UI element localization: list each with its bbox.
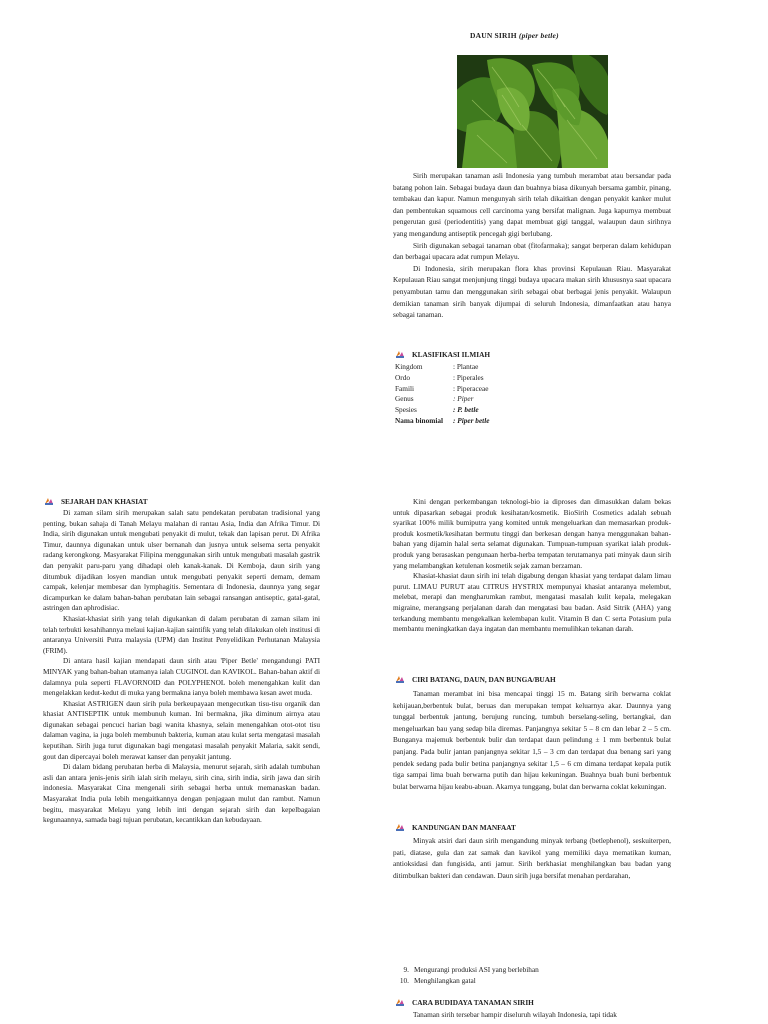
sejarah-title: SEJARAH DAN KHASIAT [61, 497, 148, 506]
sejarah-paragraph-2: Khasiat-khasiat sirih yang telah digukankan di dalam perubatan di zaman silam ini telah terbukti kesahihannya melaui kajian-kajian saintifik yang telah dilakukan oleh institusi di antaranya Universiti Putra malaysia (UPM) dan Institut Penyelidikan Perhutanan Malaysia (FRIM). [43, 613, 321, 655]
betel-leaf-illustration [457, 55, 608, 168]
bullet-icon [396, 351, 404, 358]
intro-section [393, 170, 671, 321]
kandungan-heading [396, 823, 516, 832]
budidaya-paragraph: Tanaman sirih tersebar hampir diseluruh wilayah Indonesia, tapi tidak [413, 1010, 617, 1019]
bullet-icon [396, 676, 404, 683]
klasifikasi-key: Kingdom [395, 362, 423, 371]
intro-paragraph-1: Sirih merupakan tanaman asli Indonesia yang tumbuh merambat atau bersandar pada batang pohon lain. Sebagai budaya daun dan buahnya biasa dikunyah bersama gambir, pinang, tembakau dan kapur. Namun mengunyah sirih telah dikaitkan dengan penyakit kanker mulut dan pembentukan squamous cell carcinoma yang bersifat malignan. Juga kapurnya membuat pengerutan gusi (periodentitis) yang dapat membuat gigi tanggal, walaupun daun sirihnya yang mengandung antiseptik pencegah gigi berlubang. [393, 171, 671, 238]
list-item [393, 975, 539, 986]
klasifikasi-row [395, 394, 489, 405]
klasifikasi-row [395, 405, 489, 416]
list-text: Menghilangkan gatal [414, 976, 476, 985]
kandungan-section [393, 835, 671, 881]
kandungan-paragraph: Minyak atsiri dari daun sirih mengandung minyak terbang (betlephenol), seskuiterpen, pati, diatase, gula dan zat samak dan kavikol yang memiliki daya mematikan kuman, antioksidasi dan fungisida, anti jamur. Sirih berkhasiat menghilangkan bau badan yang ditimbulkan bakteri dan cendawan. Daun sirih juga bersifat menahan perdarahan, [393, 836, 671, 880]
klasifikasi-key: Famili [395, 383, 415, 393]
page-title [470, 31, 559, 40]
kini-paragraph-2: Khasiat-khasiat daun sirih ini telah digabung dengan khasiat yang terdapat dalam limau purut. LIMAU PURUT atau CITRUS HYSTRIX mempunyai khasiat antaranya melembut, melebat, merapi dan mengharumkan rambut, mengatasi masalah kulit kepala, melegakan migraine, merangsang perjalanan darah dan mengatasi bau badan. Asid Sitrik (AHA) yang terkandung membantu mengekalkan kelembapan kulit. Vitamin B dan C serta Potasium pula membantu meningkatkan daya ingatan dan membantu memulihkan tekanan darah. [393, 571, 671, 634]
klasifikasi-value: : Piperales [453, 372, 484, 382]
klasifikasi-value: : Piper betle [453, 415, 490, 425]
budidaya-section [393, 1009, 671, 1021]
klasifikasi-row [395, 373, 489, 384]
sejarah-section [43, 508, 320, 826]
list-text: Mengurangi produksi ASI yang berlebihan [414, 965, 539, 974]
ciri-paragraph: Tanaman merambat ini bisa mencapai tinggi 15 m. Batang sirih berwarna coklat kehijauan,berbentuk bulat, beruas dan merupakan tempat keluarnya akar. Daunnya yang tunggal berbentuk jantung, berujung runcing, tumbuh berselang-seling, bertangkai, dan mengeluarkan bau yang sedap bila diremas. Panjangnya sekitar 5 – 8 cm dan lebar 2 – 5 cm. Bunganya majemuk berbentuk bulir dan terdapat daun pelindung ± 1 mm berbentuk bulat panjang. Pada bulir jantan panjangnya sekitar 1,5 – 3 cm dan terdapat dua benang sari yang pendek sedang pada bulir betina panjangnya sekitar 1,5 – 6 cm dimana terdapat kepala putik tiga sampai lima buah berwarna putih dan hijau kekuningan. Buahnya buah buni berbentuk bulat berwarna hijau keabu-abuan. Akarnya tunggang, bulat dan berwarna coklat kekuningan. [393, 689, 671, 791]
bullet-icon [396, 824, 404, 831]
klasifikasi-key: Spesies [395, 405, 417, 415]
klasifikasi-value: : Piper [453, 394, 474, 404]
kini-paragraph-1: Kini dengan perkembangan teknologi-bio ia diproses dan dimasukkan dalam bekas untuk dipasarkan sebagai produk kesihatan/kosmetik. BioSirih Cosmetics adalah sebuah syarikat 100% milik bumiputra yang komited untuk mengeluarkan dan memasarkan produk-produk kosmetik/kesihatan bermutu tinggi dan berkesan dengan hanya menggunakan bahan-bahan yang dijamin halal serta selamat digunakan. Tumpuan-tumpuan syarikat ialah produk-produk yang berasaskan pengunaan herba-herba tempatan terutamanya pati minyak daun sirih yang melambangkan ketulenan kosmetik sejak zaman berzaman. [393, 497, 671, 570]
klasifikasi-value: : Piperaceae [453, 383, 489, 393]
klasifikasi-row [395, 362, 489, 373]
klasifikasi-row [395, 384, 489, 395]
ciri-heading [396, 675, 556, 684]
budidaya-title: CARA BUDIDAYA TANAMAN SIRIH [412, 998, 534, 1007]
list-number: 9. [403, 965, 409, 974]
title-main: DAUN SIRIH [470, 31, 517, 40]
intro-paragraph-2: Sirih digunakan sebagai tanaman obat (fitofarmaka); sangat berperan dalam kehidupan dan berbagai upacara adat rumpun Melayu. [393, 240, 671, 262]
kandungan-title: KANDUNGAN DAN MANFAAT [412, 823, 516, 832]
sejarah-heading [45, 497, 148, 506]
ciri-section [393, 688, 671, 792]
bullet-icon [396, 999, 404, 1006]
title-latin: (piper betle) [518, 31, 559, 40]
sejarah-paragraph-4: Khasiat ASTRIGEN daun sirih pula berkeupayaan mengecutkan tisu-tisu organik dan khasiat ANTISEPTIK untuk membunuh kuman. Ini bermakna, jika diminum airnya atau digunakan sebagai pencuci harian bagi wanita khasnya, selain menengahkan otot-otot tisu dalaman vagina, ia juga boleh membunuh bakteria, kuman atau kulat serta mengatasi masalah keputihan. Sirih juga turut digunakan bagi mengatasi masalah penyakit Malaria, sakit sendi, gout dan dipercayai boleh merawat kanser dan penyakit jantung. [43, 698, 320, 761]
betel-leaf-photo [457, 55, 608, 168]
budidaya-heading [396, 998, 534, 1007]
sejarah-paragraph-3: Di antara hasil kajian mendapati daun sirih atau 'Piper Betle' mengandungi PATI MINYAK yang bahan-bahan utamanya ialah CUGINOL dan KAVIKOL. Bahan-bahan aktif di dalamnya pula seperti FLAVORNOID dan POLYPHENOL boleh menengahkan kulit dan mengelakkan kedut-kedut di muka yang bermakna ianya boleh membawa kesan awet muda. [43, 656, 320, 698]
sejarah-paragraph-5: Di dalam bidang perubatan herba di Malaysia, menurut sejarah, sirih adalah tumbuhan asli dan antara jenis-jenis sirih ialah sirih melayu, sirih cina, sirih india, sirih jawa dan sirih indonesia. Masyarakat Cina mengenali sirih sebagai herba untuk memanaskan badan. Masyarakat India pula lebih mengaitkannya dengan penjagaan mulut dan rambut. Namun begitu, masyarakat Melayu yang lebih inti dengan sejarah sirih dan kepelbagaian kegunaannya, samada bagi tujuan perubatan, kecantikkan dan kebudayaan. [43, 762, 320, 825]
klasifikasi-table [395, 362, 489, 427]
klasifikasi-key: Genus [395, 394, 414, 404]
klasifikasi-key: Ordo [395, 372, 410, 382]
klasifikasi-row [395, 416, 489, 427]
klasifikasi-title: KLASIFIKASI ILMIAH [412, 350, 491, 359]
list-item [393, 964, 539, 975]
klasifikasi-key: Nama binomial [395, 415, 444, 425]
klasifikasi-value: : P. betle [453, 405, 479, 415]
klasifikasi-heading [396, 350, 490, 359]
manfaat-list [393, 964, 539, 986]
klasifikasi-value: : Plantae [453, 362, 479, 371]
ciri-title: CIRI BATANG, DAUN, DAN BUNGA/BUAH [412, 675, 556, 684]
bullet-icon [45, 498, 53, 505]
sejarah-paragraph-1: Di zaman silam sirih merupakan salah satu pendekatan perubatan tradisional yang penting, bukan sahaja di Tanah Melayu malahan di rantau Asia, India dan Afrika Timur. Di India, sirih digunakan untuk mengubati penyakit di mulut, tekak dan lapisan perut. Di Afrika Timur, daunnya digunakan untuk ulser bernanah dan jusnya untuk selsema serta penyakit radang kerongkong. Masyarakat Filipina menggunakan sirih untuk mengubati masalah gastrik dan penyakit paru-paru yang dihadapi oleh kanak-kanak. Di Kemboja, daun sirih yang ditumbuk dijadikan losyen mandian untuk mengubati penyakit seperti demam, demam campak, kelenjar membesar dan lymphagitis. Sementara di Indonesia, daunnya yang segar dicampurkan ke dalam bahan-bahan perubatan lain sebagai ransangan antiseptic, gatal-gatal, astringen dan aphrodisiac. [43, 508, 320, 613]
list-number: 10. [399, 976, 409, 985]
kini-section [393, 497, 671, 635]
intro-paragraph-3: Di Indonesia, sirih merupakan flora khas provinsi Kepulauan Riau. Masyarakat Kepulauan Riau sangat menjunjung tinggi budaya upacara makan sirih khususnya saat upacara penyambutan tamu dan menggunakan sirih sebagai obat berbagai jenis penyakit. Walaupun demikian tanaman sirih banyak dijumpai di seluruh Indonesia, dimanfaatkan atau hanya sebagai tanaman. [393, 263, 671, 320]
